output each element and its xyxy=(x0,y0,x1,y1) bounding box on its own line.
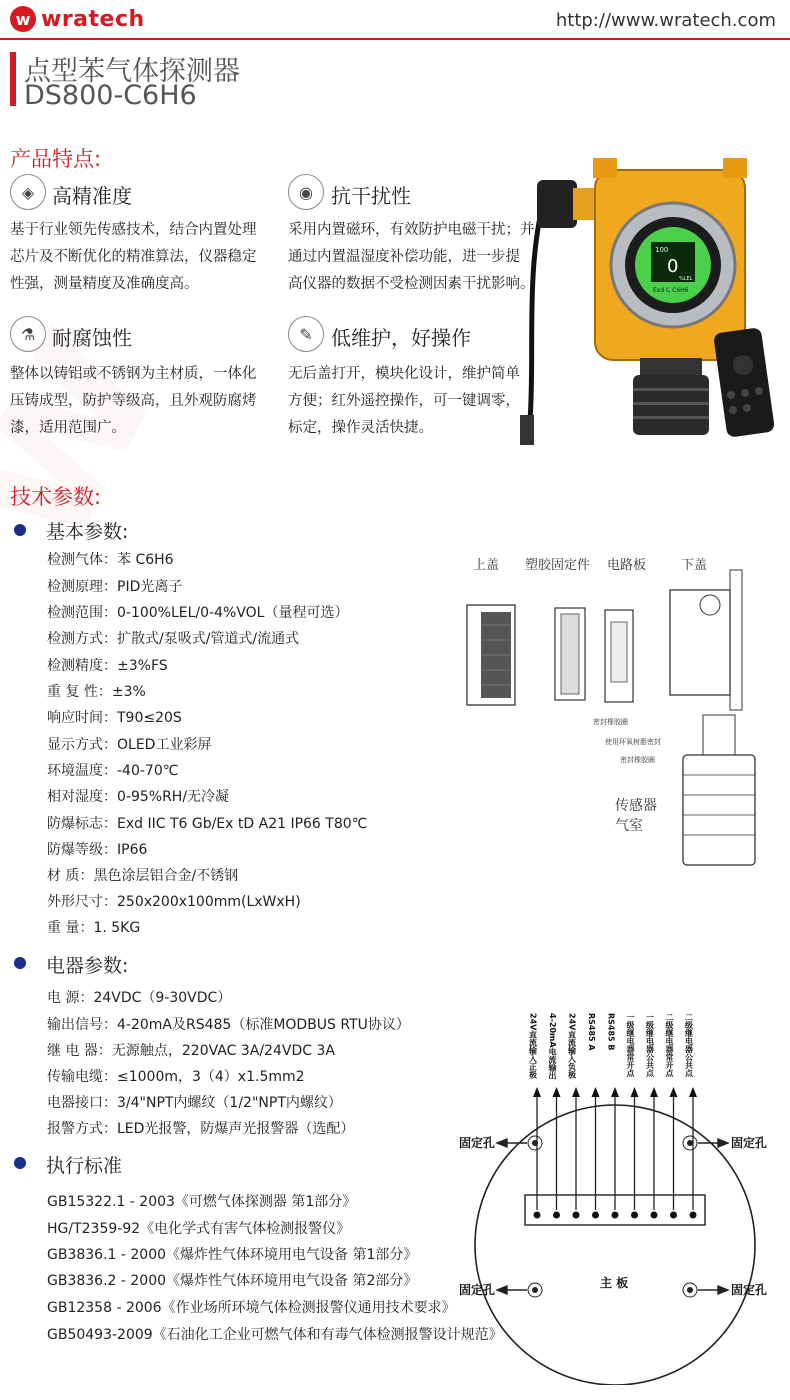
logo-mark: w xyxy=(10,6,36,32)
display-unit: %LEL xyxy=(679,276,693,282)
hole-label: 固定孔 xyxy=(459,1283,496,1297)
label-sensor: 传感器 xyxy=(615,798,657,814)
electric-params-heading: 电器参数: xyxy=(46,955,129,977)
terminal-3 xyxy=(568,1013,581,1219)
terminal-7 xyxy=(645,1013,659,1219)
terminal-label: 二级继电器常开点 xyxy=(665,1013,674,1077)
param-gas: 检测气体：苯 C6H6 xyxy=(47,552,174,568)
terminal-2 xyxy=(548,1013,561,1219)
param-size: 外形尺寸：250x200x100mm(LxWxH) xyxy=(47,894,301,910)
param-protection: 防爆等级：IP66 xyxy=(47,842,148,858)
param-range: 检测范围：0-100%LEL/0-4%VOL（量程可选） xyxy=(47,605,349,621)
feature-desc: 整体以铸铝或不锈钢为主材质，一体化 压铸成型，防护等级高，且外观防腐烤 漆，适用范围广。 xyxy=(10,366,257,436)
feature-title: 高精准度 xyxy=(52,184,132,208)
flask-icon: ⚗ xyxy=(10,316,46,352)
display-gas: Exd C C6H6 xyxy=(653,287,689,294)
feature-title: 耐腐蚀性 xyxy=(52,326,132,350)
param-accuracy: 检测精度：±3%FS xyxy=(47,658,168,674)
param-cable: 传输电缆：≤1000m，3（4）x1.5mm2 xyxy=(47,1069,305,1085)
param-repeatability: 重 复 性：±3% xyxy=(47,684,146,700)
product-model: DS800-C6H6 xyxy=(24,80,197,111)
terminal-label: 一级继电器常开点 xyxy=(626,1013,635,1077)
tech-heading: 技术参数: xyxy=(10,485,102,509)
standard-item: GB3836.2 - 2000《爆炸性气体环境用电气设备 第2部分》 xyxy=(47,1273,418,1289)
standard-item: GB3836.1 - 2000《爆炸性气体环境用电气设备 第1部分》 xyxy=(47,1247,418,1263)
param-method: 检测方式：扩散式/泵吸式/管道式/流通式 xyxy=(47,631,300,647)
shield-icon: ◉ xyxy=(288,174,324,210)
hole-label: 固定孔 xyxy=(731,1136,768,1150)
exploded-diagram xyxy=(455,550,785,870)
param-interface: 电器接口：3/4"NPT内螺纹（1/2"NPT内螺纹） xyxy=(47,1095,342,1111)
param-principle: 检测原理：PID光离子 xyxy=(47,579,183,595)
terminal-label: 4-20mA电流输出 xyxy=(548,1013,557,1080)
standard-item: HG/T2359-92《电化学式有害气体检测报警仪》 xyxy=(47,1221,351,1237)
label-seal-ring-2: 密封橡胶圈 xyxy=(620,756,655,764)
product-title: 点型苯气体探测器 xyxy=(24,56,240,87)
title-accent xyxy=(10,52,16,106)
terminal-1 xyxy=(529,1013,542,1219)
param-power: 电 源：24VDC（9-30VDC） xyxy=(47,990,232,1006)
brand-logo[interactable] xyxy=(10,6,145,32)
feature-desc: 采用内置磁环，有效防护电磁干扰；并 通过内置温湿度补偿功能，进一步提 高仪器的数据不受检测因素干扰影响。 xyxy=(288,222,535,292)
label-chamber: 气室 xyxy=(615,818,643,834)
param-weight: 重 量：1. 5KG xyxy=(47,920,141,936)
param-display: 显示方式：OLED工业彩屏 xyxy=(47,737,212,753)
board-label: 主 板 xyxy=(600,1276,629,1290)
feature-desc: 无后盖打开，模块化设计，维护简单 方便；红外遥控操作，可一键调零， 标定，操作灵活快捷。 xyxy=(288,366,520,436)
display-top: 100 xyxy=(655,246,669,254)
terminal-label: 24V直流输入正极 xyxy=(528,1013,538,1079)
param-material: 材 质：黑色涂层铝合金/不锈钢 xyxy=(47,868,239,884)
hole-label: 固定孔 xyxy=(459,1136,496,1150)
standard-item: GB12358 - 2006《作业场所环境气体检测报警仪通用技术要求》 xyxy=(47,1300,456,1316)
logo-text: wratech xyxy=(41,6,145,32)
wrench-icon: ✎ xyxy=(288,316,324,352)
chip-icon: ◈ xyxy=(10,174,46,210)
display-value: 0 xyxy=(667,256,679,277)
param-ex-mark: 防爆标志：Exd IIC T6 Gb/Ex tD A21 IP66 T80℃ xyxy=(47,816,368,832)
param-output: 输出信号：4-20mA及RS485（标准MODBUS RTU协议） xyxy=(47,1017,410,1033)
label-epoxy-seal: 使用环氧树脂密封 xyxy=(605,738,661,746)
param-alarm: 报警方式：LED光报警，防爆声光报警器（选配） xyxy=(47,1121,355,1137)
standard-item: GB50493-2009《石油化工企业可燃气体和有毒气体检测报警设计规范》 xyxy=(47,1327,503,1343)
param-relay: 继 电 器：无源触点，220VAC 3A/24VDC 3A xyxy=(47,1043,335,1059)
bullet-icon xyxy=(14,1157,26,1169)
label-circuit-board: 电路板 xyxy=(607,558,647,573)
label-plastic-holder: 塑胶固定件 xyxy=(525,558,591,573)
hole-label: 固定孔 xyxy=(731,1283,768,1297)
bullet-icon xyxy=(14,957,26,969)
label-bottom-cover: 下盖 xyxy=(681,558,708,573)
standard-item: GB15322.1 - 2003《可燃气体探测器 第1部分》 xyxy=(47,1194,357,1210)
terminal-label: RS485 A xyxy=(587,1013,596,1051)
basic-params-heading: 基本参数: xyxy=(46,521,129,543)
feature-title: 抗干扰性 xyxy=(331,184,411,208)
terminal-4 xyxy=(587,1013,600,1219)
terminal-label: RS485 B xyxy=(606,1013,616,1051)
label-top-cover: 上盖 xyxy=(473,558,500,573)
detector-image xyxy=(515,150,785,460)
terminal-label: 24V直流输入负极 xyxy=(567,1013,577,1079)
terminal-9 xyxy=(684,1013,698,1219)
wiring-diagram xyxy=(455,1005,785,1385)
features-heading: 产品特点: xyxy=(10,147,102,171)
label-seal-ring-1: 密封橡胶圈 xyxy=(593,718,628,726)
param-response: 响应时间：T90≤20S xyxy=(47,710,182,726)
param-temperature: 环境温度：-40-70℃ xyxy=(47,763,179,779)
terminal-label: 二级继电器公共点 xyxy=(684,1013,694,1077)
bullet-icon xyxy=(14,524,26,536)
terminal-6 xyxy=(625,1013,639,1219)
standards-heading: 执行标准 xyxy=(46,1155,123,1177)
site-url[interactable]: http://www.wratech.com xyxy=(555,10,776,31)
header-divider xyxy=(0,38,790,40)
feature-title: 低维护，好操作 xyxy=(331,326,471,350)
terminal-label: 一级继电器公共点 xyxy=(645,1013,655,1077)
feature-desc: 基于行业领先传感技术，结合内置处理 芯片及不断优化的精准算法，仪器稳定 性强，测量精度及准确度高。 xyxy=(10,222,257,292)
param-humidity: 相对湿度：0-95%RH/无冷凝 xyxy=(47,789,230,805)
terminal-5 xyxy=(607,1013,620,1219)
